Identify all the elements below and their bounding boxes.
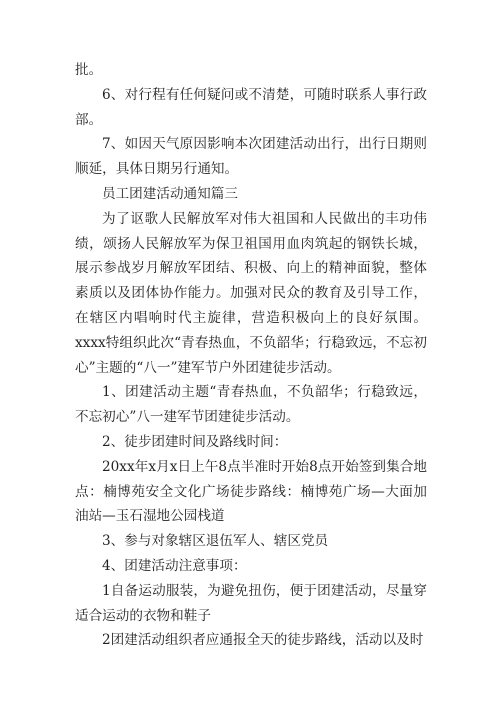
- paragraph-intro: 为了讴歌人民解放军对伟大祖国和人民做出的丰功伟绩，颂扬人民解放军为保卫祖国用血肉筑起的钢铁长城，展示参战岁月解放军团结、积极、向上的精神面貌，整体素质以及团体协作能力。加强对民众的教育及引导工作，在辖区内唱响时代主旋律，营造积极向上的良好氛围。xxxx特组织此次“青春热血，不负韶华；行稳致远，不忘初心”主题的“八一”建军节户外团建徒步活动。: [75, 210, 427, 376]
- paragraph-continuation: 批。: [75, 62, 103, 78]
- document-body: [75, 58, 427, 653]
- paragraph-item-7: 7、如因天气原因影响本次团建活动出行，出行日期则顺延，具体日期另行通知。: [75, 136, 427, 178]
- paragraph-theme: 1、团建活动主题“青春热血，不负韶华；行稳致远，不忘初心”八一建军节团建徒步活动。: [75, 384, 427, 426]
- paragraph-time-heading: 2、徒步团建时间及路线时间：: [102, 433, 288, 450]
- paragraph-note-1: 1自备运动服装，为避免扭伤，便于团建活动，尽量穿适合运动的衣物和鞋子: [75, 582, 427, 624]
- paragraph-note-2: 2团建活动组织者应通报全天的徒步路线，活动以及时: [102, 632, 424, 649]
- section-title: 员工团建活动通知篇三: [102, 185, 238, 202]
- paragraph-time-route: 20xx年x月x日上午8点半准时开始8点开始签到集合地点：楠博苑安全文化广场徒步路线：楠博苑广场—大面加油站—玉石湿地公园栈道: [75, 458, 427, 525]
- paragraph-item-6: 6、对行程有任何疑问或不清楚，可随时联系人事行政部。: [75, 86, 427, 128]
- paragraph-notes-heading: 4、团建活动注意事项：: [102, 557, 247, 574]
- paragraph-participants: 3、参与对象辖区退伍军人、辖区党员: [102, 533, 329, 550]
